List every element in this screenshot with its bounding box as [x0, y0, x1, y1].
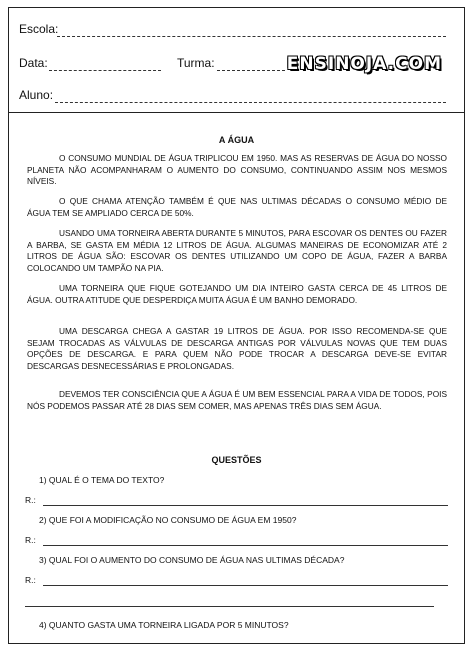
answer-label-2: R.: — [25, 535, 36, 545]
questions-title: QUESTÕES — [211, 455, 262, 465]
question-3: 3) QUAL FOI O AUMENTO DO CONSUMO DE ÁGUA NAS ULTIMAS DÉCADA? — [39, 555, 345, 565]
ensinoja-logo: ENSINOJA.COM — [286, 54, 442, 74]
data-field-line[interactable] — [49, 70, 161, 71]
paragraph-5: UMA DESCARGA CHEGA A GASTAR 19 LITROS DE ÁGUA. POR ISSO RECOMENDA-SE QUE SEJAM TROCADAS AS VÁLVULAS DE DESCARGA ANTIGAS POR VÁLVULAS NOVAS QUE TEM DUAS OPÇÕES DE DESCARGA. E PARA QUEM NÃO PODE TROCAR A DESCARGA DEVE-SE EVITAR DESCARGAS DESNECESSÁRIAS E PROLONGADAS. — [27, 326, 447, 371]
question-1: 1) QUAL É O TEMA DO TEXTO? — [39, 475, 165, 485]
answer-line-1[interactable] — [43, 505, 448, 506]
answer-line-3[interactable] — [43, 585, 448, 586]
turma-field-line[interactable] — [217, 70, 285, 71]
escola-label: Escola: — [19, 22, 59, 36]
aluno-field-line[interactable] — [55, 102, 446, 103]
data-label: Data: — [19, 56, 48, 70]
question-4: 4) QUANTO GASTA UMA TORNEIRA LIGADA POR 5 MINUTOS? — [39, 620, 289, 630]
escola-field-line[interactable] — [57, 36, 446, 37]
answer-label-3: R.: — [25, 575, 36, 585]
answer-label-1: R.: — [25, 495, 36, 505]
text-title: A ÁGUA — [218, 135, 255, 145]
paragraph-3: USANDO UMA TORNEIRA ABERTA DURANTE 5 MINUTOS, PARA ESCOVAR OS DENTES OU FAZER A BARBA, SE GASTA EM MÉDIA 12 LITROS DE ÁGUA. ALGUMAS MANEIRAS DE ECONOMIZAR ATÉ 2 LITROS DE ÁGUA SÃO: ESCOVAR OS DENTES UTILIZANDO UM COPO DE ÁGUA, FAZER A BARBA COLOCANDO UM TAMPÃO NA PIA. — [27, 228, 447, 273]
aluno-label: Aluno: — [19, 88, 54, 102]
question-2: 2) QUE FOI A MODIFICAÇÃO NO CONSUMO DE ÁGUA EM 1950? — [39, 515, 297, 525]
paragraph-4: UMA TORNEIRA QUE FIQUE GOTEJANDO UM DIA INTEIRO GASTA CERCA DE 45 LITROS DE ÁGUA. OUTRA ATITUDE QUE DESPERDIÇA MUITA ÁGUA É UM BANHO DEMORADO. — [27, 283, 447, 305]
turma-label: Turma: — [177, 56, 215, 70]
paragraph-6: DEVEMOS TER CONSCIÊNCIA QUE A ÁGUA É UM BEM ESSENCIAL PARA A VIDA DE TODOS, POIS NÓS PODEMOS PASSAR ATÉ 28 DIAS SEM COMER, MAS APENAS TRÊS DIAS SEM ÁGUA. — [27, 389, 447, 411]
header-divider — [9, 112, 464, 113]
paragraph-2: O QUE CHAMA ATENÇÃO TAMBÉM É QUE NAS ULTIMAS DÉCADAS O CONSUMO MÉDIO DE ÁGUA TEM SE AMPLIADO CERCA DE 50%. — [27, 196, 447, 218]
paragraph-1: O CONSUMO MUNDIAL DE ÁGUA TRIPLICOU EM 1950. MAS AS RESERVAS DE ÁGUA DO NOSSO PLANETA NÃO ACOMPANHARAM O AUMENTO DO CONSUMO, CONTINUANDO ASSIM NOS MESMOS NÍVEIS. — [27, 153, 447, 186]
answer-line-2[interactable] — [43, 545, 448, 546]
worksheet — [8, 7, 465, 644]
answer-line-3b[interactable] — [25, 606, 434, 607]
